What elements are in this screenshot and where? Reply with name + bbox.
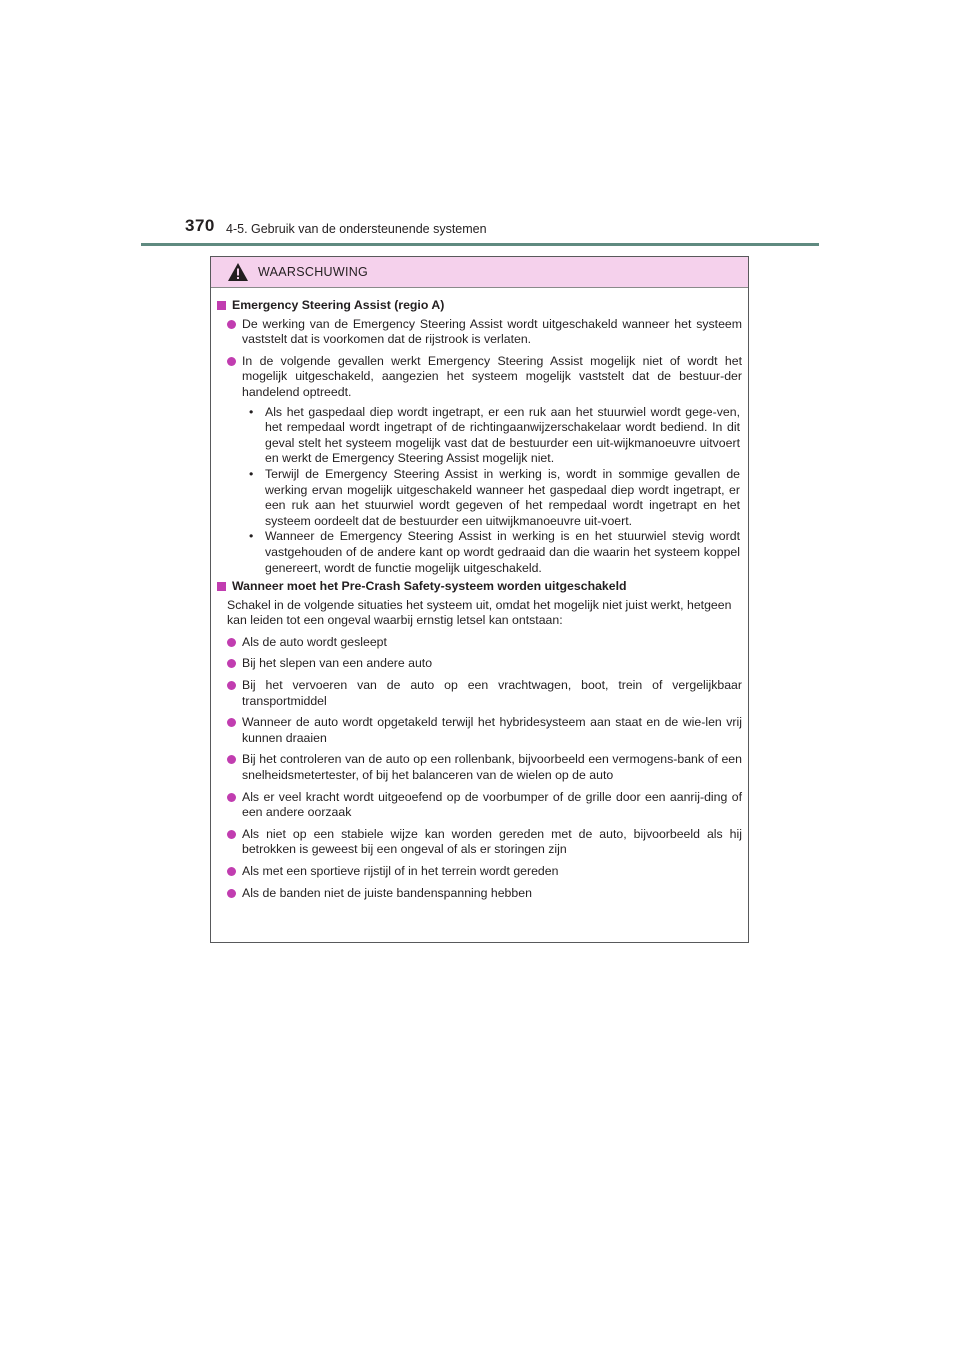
list-item: Bij het controleren van de auto op een rollenbank, bijvoorbeeld een vermogens-bank of een snelheidsmetertester, of bij het balanceren van de wielen op de auto (227, 752, 742, 783)
circle-bullet-icon (227, 320, 236, 329)
bullet-mark: • (249, 529, 254, 544)
circle-bullet-icon (227, 889, 236, 898)
circle-bullet-icon (227, 659, 236, 668)
circle-bullet-icon (227, 793, 236, 802)
circle-bullet-icon (227, 638, 236, 647)
warning-triangle-icon (227, 262, 249, 282)
subheading-pre-crash-safety: Wanneer moet het Pre-Crash Safety-systeem worden uitgeschakeld (217, 579, 742, 595)
circle-bullet-icon (227, 830, 236, 839)
sub-list-item: • Terwijl de Emergency Steering Assist in werking is, wordt in sommige gevallen de werking ervan mogelijk uitgeschakeld wanneer het gaspedaal diep wordt ingetrapt, er een ruk aan het stuurwiel wordt gegeven of het rempedaal wordt ingetrapt en het systeem oordeelt dat de bestuurder een uitwijkmanoeuvre uit-voert. (249, 466, 740, 528)
list-item: Als met een sportieve rijstijl of in het terrein wordt gereden (227, 864, 742, 880)
page-number: 370 (185, 216, 215, 235)
list-item: Wanneer de auto wordt opgetakeld terwijl het hybridesysteem aan staat en de wie-len vrij kunnen draaien (227, 715, 742, 746)
sub-list-item: • Als het gaspedaal diep wordt ingetrapt, er een ruk aan het stuurwiel wordt gege-ven, het rempedaal wordt ingetrapt of de richtingaanwijzerschakelaar wordt bediend. In dit geval stelt het systeem mogelijk vast dat de bestuurder een uit-wijkmanoeuvre uitvoert en werkt de Emergency Steering Assist mogelijk niet. (249, 404, 740, 466)
section-title: 4-5. Gebruik van de ondersteunende systemen (226, 222, 487, 236)
list-item: Als de auto wordt gesleept (227, 635, 742, 651)
list-item: Als niet op een stabiele wijze kan worden gereden met de auto, bijvoorbeeld als hij betrokken is geweest bij een ongeval of als er storingen zijn (227, 827, 742, 858)
square-bullet-icon (217, 301, 226, 310)
warning-title: WAARSCHUWING (258, 265, 369, 279)
square-bullet-icon (217, 582, 226, 591)
list-item: De werking van de Emergency Steering Assist wordt uitgeschakeld wanneer het systeem vaststelt dat is voorkomen dat de rijstrook is verlaten. (227, 317, 742, 348)
circle-bullet-icon (227, 867, 236, 876)
warning-body (211, 288, 748, 901)
circle-bullet-icon (227, 755, 236, 764)
list-item: Bij het slepen van een andere auto (227, 656, 742, 672)
bullet-mark: • (249, 466, 254, 481)
list-item: In de volgende gevallen werkt Emergency Steering Assist mogelijk niet of wordt het mogelijk uitgeschakeld, aangezien het systeem mogelijk vaststelt dat de bestuur-der handelend optreedt. (227, 354, 742, 401)
warning-box (210, 256, 749, 943)
sub-list-item: • Wanneer de Emergency Steering Assist in werking is en het stuurwiel stevig wordt vastgehouden of de andere kant op wordt gedraaid dan die waarin het systeem koppel genereert, wordt de functie mogelijk uitgeschakeld. (249, 529, 740, 575)
bullet-mark: • (249, 404, 254, 419)
list-item: Als er veel kracht wordt uitgeoefend op de voorbumper of de grille door een aanrij-ding of een andere oorzaak (227, 790, 742, 821)
header-rule (141, 243, 819, 246)
intro-paragraph: Schakel in de volgende situaties het systeem uit, omdat het mogelijk niet juist werkt, hetgeen kan leiden tot een ongeval waarbij ernstig letsel kan ontstaan: (227, 597, 732, 628)
list-item: Bij het vervoeren van de auto op een vrachtwagen, boot, trein of vergelijkbaar transportmiddel (227, 678, 742, 709)
circle-bullet-icon (227, 357, 236, 366)
sub-list (249, 405, 742, 577)
circle-bullet-icon (227, 718, 236, 727)
warning-header (211, 257, 748, 288)
circle-bullet-icon (227, 681, 236, 690)
subheading-emergency-steering-assist: Emergency Steering Assist (regio A) (217, 298, 742, 314)
list-item: Als de banden niet de juiste bandenspanning hebben (227, 886, 742, 902)
